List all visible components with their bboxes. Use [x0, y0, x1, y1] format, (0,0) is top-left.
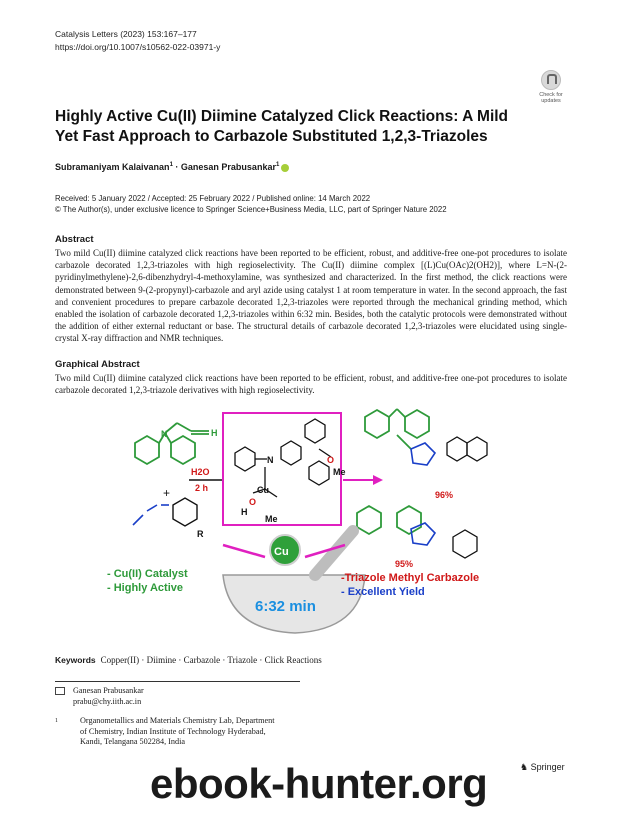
arrow-head-icon [373, 475, 383, 485]
catalyst-n-label: N [267, 455, 274, 465]
product-1-triazole [411, 443, 435, 465]
author-email[interactable]: prabu@chy.iith.ac.in [73, 696, 142, 706]
corresponding-author: Ganesan Prabusankar [73, 686, 144, 695]
carbazole-n-label: N [161, 429, 168, 439]
yield-1-label: 96% [435, 490, 454, 500]
watermark: ebook-hunter.org [150, 760, 488, 807]
catalyst-water-h-label: H [241, 507, 248, 517]
affiliation-number: 1 [55, 718, 58, 724]
abstract-text: Two mild Cu(II) diimine catalyzed click reactions have been reported to be efficient, robust, and additive-free one-pot procedures to isolate carbazole decorated 1,2,3-triazoles with high regioselectivity. The Cu(II) diimine complex [(L)Cu(OAc)2(OH2)], where L=N-(2-pyridinylmethylene)-2,6-dibenzhydryl-4-methoxylamine, was synthesized and characterized. In the first method, the click reactions were demonstrated between 9-(2-propynyl)-carbazole and aryl azide using catalyst 1 at room temperature in water. In the second approach, the fast and convenient procedures to prepare carbazole decorated 1,2,3-triazoles were reported through the mechanical grinding method, which enabled the isolation of carbazole decorated 1,2,3-triazoles within 6:32 min. Besides, both the catalytic protocols were demonstrated without the addition of either external reductant or base. The structural details of carbazole decorated 1,2,3-triazoles were elucidated using single-crystal X-ray diffraction and NMR techniques. [55, 248, 567, 344]
author-2-affil: 1 [275, 162, 280, 168]
publisher-logo: ♞ Springer [520, 762, 565, 772]
keywords-list: Copper(II) · Diimine · Carbazole · Triazole · Click Reactions [100, 655, 322, 665]
keywords-label: Keywords [55, 655, 96, 665]
solvent-label: H2O [191, 467, 210, 477]
publisher-name: Springer [530, 762, 565, 772]
catalyst-me2-label: Me [265, 514, 278, 524]
affiliation-line1: Organometallics and Materials Chemistry Lab, Department [80, 716, 275, 725]
catalyst-o-label: O [327, 455, 335, 465]
author-list [55, 162, 289, 172]
plus-sign: + [163, 486, 171, 500]
copyright-line: © The Author(s), under exclusive licence to Springer Science+Business Media, LLC, part of Springer Nature 2022 [55, 204, 447, 214]
grind-time-label: 6:32 min [255, 598, 316, 615]
graphical-abstract-heading: Graphical Abstract [55, 359, 140, 370]
alkyne-h-label: H [211, 428, 218, 438]
azide-aryl-ring [173, 498, 197, 526]
badge-line2: updates [541, 98, 561, 104]
product-2-aryl [453, 530, 477, 558]
keywords [55, 655, 322, 665]
abstract-heading: Abstract [55, 234, 94, 245]
product-feature-1: -Triazole Methyl Carbazole [341, 572, 480, 584]
catalyst-feature-2: - Highly Active [107, 582, 183, 594]
dates-line: Received: 5 January 2022 / Accepted: 25 February 2022 / Published online: 14 March 2022 [55, 194, 371, 203]
catalyst-cu-label: Cu [257, 485, 269, 495]
yield-2-label: 95% [395, 559, 414, 569]
product-feature-2: - Excellent Yield [341, 586, 425, 598]
author-1[interactable]: Subramaniyam Kalaivanan [55, 162, 170, 172]
aryl-r-label: R [197, 529, 204, 539]
aryl-azide-structure [133, 505, 169, 525]
product-2-triazole [411, 523, 435, 545]
product-1-naphthyl [447, 437, 487, 461]
orcid-icon[interactable] [281, 164, 289, 172]
time-label: 2 h [195, 483, 209, 493]
check-for-updates-badge[interactable] [536, 70, 566, 102]
footnote-rule [55, 681, 300, 682]
graphical-abstract-text: Two mild Cu(II) diimine catalyzed click reactions have been reported to be efficient, robust, and additive-free one-pot procedures to isolate carbazole decorated 1,2,3-triazole derivatives with high regioselectivity. [55, 373, 567, 396]
publication-dates [55, 194, 447, 215]
correspondence [55, 686, 144, 707]
badge-line1: Check for [539, 92, 563, 98]
magenta-arrow-left [223, 545, 265, 557]
journal-citation: Catalysis Letters (2023) 153:167–177 [55, 29, 197, 39]
catalyst-acetate-o-label: O [249, 497, 257, 507]
carbazole-alkyne-structure [135, 423, 209, 464]
affiliation-line3: Kandi, Telangana 502284, India [80, 737, 186, 746]
author-2[interactable]: Ganesan Prabusankar [180, 162, 276, 172]
affiliation [55, 716, 274, 748]
cu-sphere-label: Cu [274, 546, 289, 558]
catalyst-me-label: Me [333, 467, 346, 477]
article-title: Highly Active Cu(II) Diimine Catalyzed Click Reactions: A Mild Yet Fast Approach to Carbazole Substituted 1,2,3‑Triazoles [55, 108, 509, 145]
graphical-abstract-figure [105, 405, 525, 640]
author-1-affil: 1 [169, 162, 173, 168]
envelope-icon [55, 687, 65, 695]
catalyst-structure [235, 419, 331, 497]
bookmark-icon [541, 70, 561, 90]
catalyst-feature-1: - Cu(II) Catalyst [107, 568, 188, 580]
author-separator: · [172, 162, 181, 172]
doi-link[interactable]: https://doi.org/10.1007/s10562-022-03971-y [55, 42, 221, 52]
journal-header [55, 28, 220, 54]
product-1-structure [365, 409, 429, 449]
affiliation-line2: of Chemistry, Indian Institute of Technology Hyderabad, [80, 726, 266, 736]
